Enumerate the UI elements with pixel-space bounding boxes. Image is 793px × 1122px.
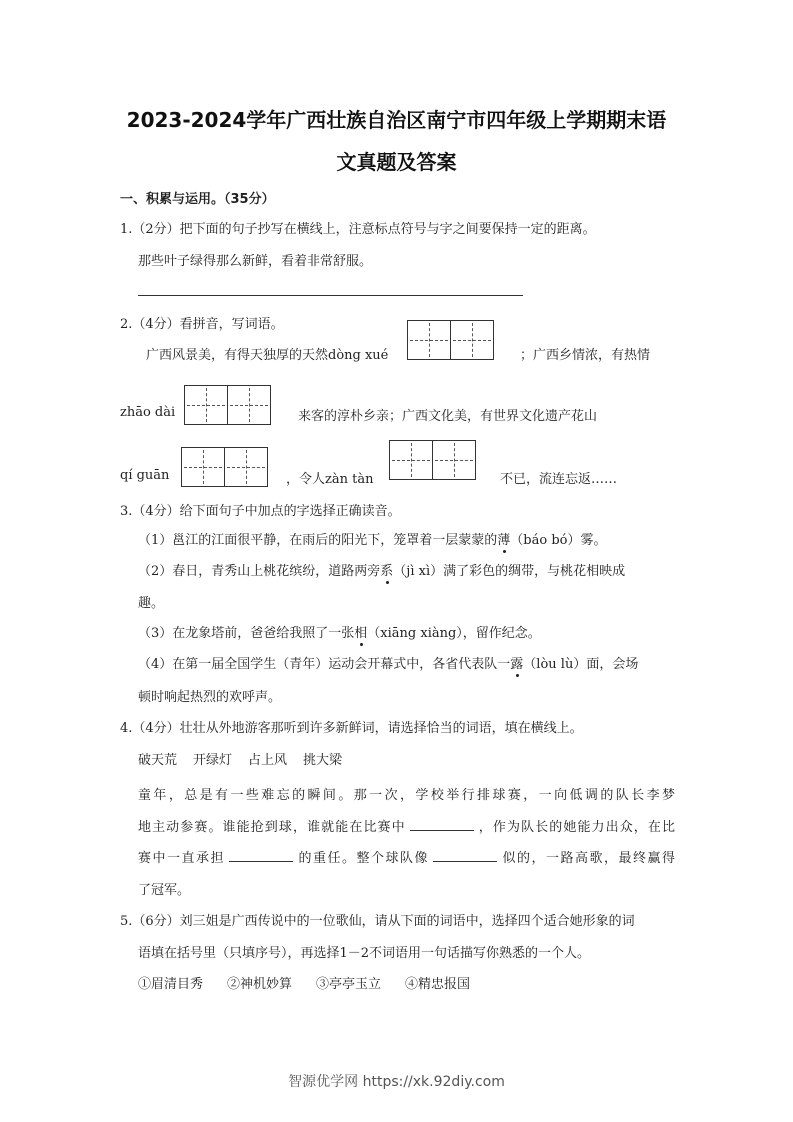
q5-options [138, 973, 470, 992]
q3-item4-cont: 顿时响起热烈的欢呼声。 [138, 690, 282, 705]
q4-blank-1[interactable] [410, 818, 474, 831]
writing-cell[interactable] [227, 386, 270, 424]
q2-line1-text: 广西风景美，有得天独厚的天然dòng xué [146, 348, 389, 363]
q4-passage-line1: 童年，总是有一些难忘的瞬间。那一次，学校举行排球赛，一向低调的队长李梦 [138, 788, 675, 803]
q3-item4 [138, 653, 638, 672]
q2-grid-zhaodai[interactable] [184, 385, 271, 425]
q4-word: 开绿灯 [193, 753, 233, 768]
q3-item1-dotted-char: 薄 [497, 529, 510, 548]
q4-blank-2[interactable] [229, 849, 293, 862]
section-heading: 一、积累与运用。（35分） [120, 192, 275, 207]
writing-cell[interactable] [185, 386, 227, 424]
q4-passage-text: 地主动参赛。谁能抢到球，谁就能在比赛中 [138, 820, 406, 835]
q2-stem: 2.（4分）看拼音，写词语。 [120, 317, 284, 332]
q3-stem: 3.（4分）给下面句子中加点的字选择正确读音。 [120, 504, 401, 519]
q2-grid-qiguan[interactable] [181, 447, 268, 487]
q3-item4-dotted-char: 露 [510, 653, 523, 672]
q1-sentence: 那些叶子绿得那么新鲜，看着非常舒服。 [138, 254, 373, 269]
q4-word-bank [138, 749, 342, 768]
q2-grid-dongxue[interactable] [407, 320, 494, 360]
q4-word: 占上风 [248, 753, 288, 768]
q1-stem: 1.（2分）把下面的句子抄写在横线上，注意标点符号与字之间要保持一定的距离。 [120, 222, 596, 237]
q3-item1-options[interactable]: （báo bó）雾。 [510, 533, 607, 548]
writing-cell[interactable] [182, 448, 224, 486]
writing-cell[interactable] [450, 321, 493, 359]
q4-word: 挑大梁 [303, 753, 343, 768]
q4-passage-line3 [138, 847, 675, 866]
q5-option: ②神机妙算 [227, 977, 293, 992]
q3-item3 [138, 622, 541, 641]
q4-passage-line4: 了冠军。 [138, 883, 191, 898]
q2-pinyin-qiguan: qí guān [120, 468, 170, 483]
q5-option: ③亭亭玉立 [316, 977, 382, 992]
q3-item3-options[interactable]: （xiāng xiàng），留作纪念。 [367, 626, 541, 641]
q2-line3-after: 不已，流连忘返…… [500, 472, 618, 487]
q3-item2 [138, 560, 625, 579]
q4-passage-text: 似的，一路高歌，最终赢得 [500, 851, 675, 866]
q5-option: ④精忠报国 [405, 977, 471, 992]
document-title-line1: 2023-2024学年广西壮族自治区南宁市四年级上学期期末语 [126, 108, 667, 132]
q4-passage-line2 [138, 816, 675, 835]
q2-line3-mid: ，令人zàn tàn [286, 472, 374, 487]
q3-item2-cont: 趣。 [138, 596, 165, 611]
q4-stem: 4.（4分）壮壮从外地游客那听到许多新鲜词，请选择恰当的词语，填在横线上。 [120, 721, 583, 736]
writing-cell[interactable] [390, 441, 432, 479]
q5-stem-line1: 5.（6分）刘三姐是广西传说中的一位歌仙，请从下面的词语中，选择四个适合她形象的词 [120, 914, 635, 929]
q3-item4-text: （4）在第一届全国学生（青年）运动会开幕式中，各省代表队一 [138, 657, 511, 672]
q3-item1 [138, 529, 606, 548]
q3-item3-dotted-char: 相 [354, 622, 367, 641]
writing-cell[interactable] [408, 321, 450, 359]
footer-watermark: 智源优学网 https://xk.92diy.com [288, 1074, 505, 1090]
q3-item1-text: （1）邕江的江面很平静，在雨后的阳光下，笼罩着一层蒙蒙的 [138, 533, 498, 548]
writing-cell[interactable] [224, 448, 267, 486]
q4-word: 破天荒 [138, 753, 178, 768]
q1-answer-line[interactable] [138, 295, 523, 296]
q3-item2-dotted-char: 系 [380, 560, 393, 579]
q4-passage-text: 的重任。整个球队像 [297, 851, 429, 866]
q3-item4-options[interactable]: （lòu lù）面，会场 [523, 657, 639, 672]
q2-line1-after: ；广西乡情浓，有热情 [520, 348, 651, 363]
q4-passage-text: ，作为队长的她能力出众，在比 [477, 820, 675, 835]
writing-cell[interactable] [432, 441, 475, 479]
q3-item2-options[interactable]: （jì xì）满了彩色的绸带，与桃花相映成 [393, 564, 626, 579]
q3-item3-text: （3）在龙象塔前，爸爸给我照了一张 [138, 626, 355, 641]
q2-grid-zantan[interactable] [389, 440, 476, 480]
q5-stem-line2: 语填在括号里（只填序号），再选择1－2不词语用一句话描写你熟悉的一个人。 [138, 946, 591, 961]
q5-option: ①眉清目秀 [138, 977, 204, 992]
q2-line2-after: 来客的淳朴乡亲；广西文化美，有世界文化遗产花山 [298, 409, 598, 424]
q3-item2-text: （2）春日，青秀山上桃花缤纷，道路两旁 [138, 564, 381, 579]
q4-passage-text: 赛中一直承担 [138, 851, 225, 866]
q4-blank-3[interactable] [433, 849, 497, 862]
document-title-line2: 文真题及答案 [336, 150, 457, 174]
q2-pinyin-zhaodai: zhāo dài [120, 405, 176, 420]
